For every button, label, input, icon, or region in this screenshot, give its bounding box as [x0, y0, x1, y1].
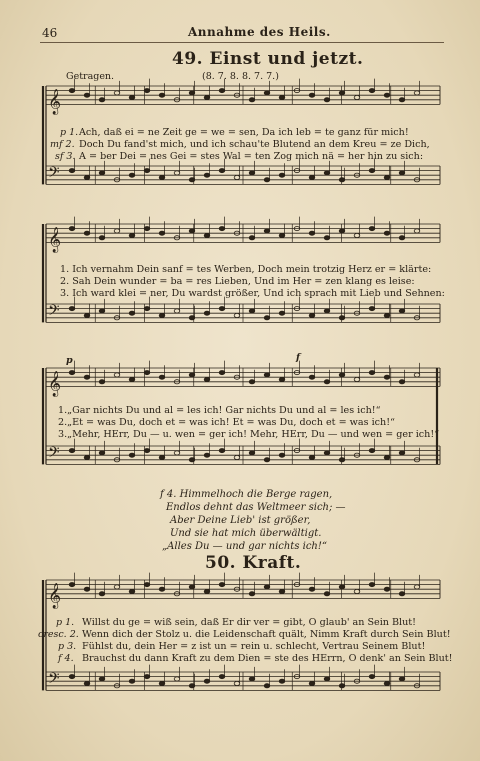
note-head	[219, 675, 225, 679]
note-head	[129, 95, 135, 99]
note-head	[84, 681, 90, 685]
note-head	[264, 585, 270, 589]
note-head	[414, 373, 420, 377]
note-head	[264, 178, 270, 182]
lyric-line: 3. Ich ward klei = ner, Du wardst größer, Und ich sprach mit Lieb und Sehnen:	[60, 288, 445, 299]
note-head	[339, 178, 345, 182]
note-head	[384, 455, 390, 459]
note-head	[99, 236, 105, 240]
note-head	[339, 585, 345, 589]
dynamic-4: f 4.	[58, 653, 74, 664]
note-head	[144, 169, 150, 173]
note-head	[84, 375, 90, 379]
note-head	[414, 585, 420, 589]
note-head	[369, 449, 375, 453]
note-head	[99, 98, 105, 102]
note-head	[84, 455, 90, 459]
note-head	[384, 231, 390, 235]
note-head	[204, 679, 210, 683]
note-head	[219, 227, 225, 231]
note-head	[399, 677, 405, 681]
note-head	[69, 449, 75, 453]
note-head	[369, 675, 375, 679]
bass-clef-icon: 𝄢	[48, 669, 60, 691]
note-head	[279, 679, 285, 683]
note-head	[189, 373, 195, 377]
note-head	[174, 451, 180, 455]
note-head	[309, 587, 315, 591]
verse-4-line: Aber Deine Lieb' ist größer,	[170, 515, 311, 526]
note-head	[69, 89, 75, 93]
meter-marking: (8. 7. 8. 8. 7. 7.)	[202, 71, 279, 82]
note-head	[339, 373, 345, 377]
lyric-line: 1. Ich vernahm Dein sanf = tes Werben, Doch mein trotzig Herz er = klärte:	[60, 264, 432, 275]
note-head	[339, 91, 345, 95]
note-head	[114, 585, 120, 589]
note-head	[99, 380, 105, 384]
note-head	[384, 681, 390, 685]
dynamic-3: p 3.	[58, 641, 77, 652]
note-head	[354, 589, 360, 593]
note-head	[174, 677, 180, 681]
note-head	[99, 592, 105, 596]
note-head	[129, 679, 135, 683]
note-head	[219, 169, 225, 173]
note-head	[384, 93, 390, 97]
lyric-line: Fühlst du, dein Her = z ist un = rein u. schlecht, Vertrau Seinem Blut!	[82, 641, 426, 652]
note-head	[144, 675, 150, 679]
note-head	[279, 377, 285, 381]
note-head	[234, 681, 240, 685]
note-head	[159, 313, 165, 317]
note-head	[354, 233, 360, 237]
note-head	[84, 93, 90, 97]
note-head	[279, 233, 285, 237]
page-number: 46	[42, 26, 58, 40]
note-head	[414, 229, 420, 233]
running-title: Annahme des Heils.	[188, 25, 331, 39]
note-head	[99, 309, 105, 313]
verse-4-line: Und sie hat mich überwältigt.	[170, 528, 322, 539]
note-head	[324, 309, 330, 313]
note-head	[204, 453, 210, 457]
note-head	[324, 592, 330, 596]
bass-clef-icon: 𝄢	[48, 301, 60, 323]
note-head	[144, 371, 150, 375]
note-head	[249, 380, 255, 384]
note-head	[174, 171, 180, 175]
note-head	[84, 313, 90, 317]
note-head	[399, 236, 405, 240]
lyric-line: 2. Sah Dein wunder = ba = res Lieben, Und im Her = zen klang es leise:	[60, 276, 415, 287]
note-head	[264, 458, 270, 462]
note-head	[279, 173, 285, 177]
note-head	[309, 93, 315, 97]
note-head	[324, 171, 330, 175]
note-head	[264, 91, 270, 95]
note-head	[339, 458, 345, 462]
note-head	[264, 316, 270, 320]
verse-4-line: f 4. Himmelhoch die Berge ragen,	[160, 489, 333, 500]
note-head	[324, 677, 330, 681]
note-head	[69, 169, 75, 173]
note-head	[414, 91, 420, 95]
note-head	[84, 231, 90, 235]
note-head	[114, 229, 120, 233]
note-head	[369, 89, 375, 93]
note-head	[129, 311, 135, 315]
note-head	[174, 309, 180, 313]
note-head	[144, 449, 150, 453]
note-head	[69, 371, 75, 375]
bass-clef-icon: 𝄢	[48, 163, 60, 185]
note-head	[399, 451, 405, 455]
note-head	[189, 684, 195, 688]
lyric-line: 2.„Et = was Du, doch et = was ich! Et = was Du, doch et = was ich!“	[58, 417, 395, 428]
note-head	[399, 171, 405, 175]
note-head	[129, 233, 135, 237]
note-head	[189, 229, 195, 233]
dynamic-2: cresc. 2.	[38, 629, 79, 640]
note-head	[204, 233, 210, 237]
note-head	[189, 178, 195, 182]
note-head	[159, 175, 165, 179]
note-head	[249, 171, 255, 175]
note-head	[159, 587, 165, 591]
note-head	[219, 307, 225, 311]
note-head	[84, 587, 90, 591]
lyric-line: Ach, daß ei = ne Zeit ge = we = sen, Da ich leb = te ganz für mich!	[79, 127, 409, 138]
lyric-line: A = ber Dei = nes Gei = stes Wal = ten Zog mich nä = her hin zu sich:	[79, 151, 424, 162]
note-head	[384, 313, 390, 317]
note-head	[369, 169, 375, 173]
note-head	[384, 375, 390, 379]
note-head	[129, 589, 135, 593]
note-head	[369, 227, 375, 231]
note-head	[324, 98, 330, 102]
note-head	[69, 583, 75, 587]
note-head	[309, 455, 315, 459]
dynamic-1: p 1.	[60, 127, 79, 138]
hymn-49-title: 49. Einst und jetzt.	[172, 49, 364, 69]
note-head	[339, 229, 345, 233]
note-head	[384, 587, 390, 591]
treble-clef-icon: 𝄞	[48, 371, 62, 397]
note-head	[204, 95, 210, 99]
note-head	[249, 236, 255, 240]
note-head	[399, 380, 405, 384]
treble-clef-icon: 𝄞	[48, 227, 62, 253]
lyric-line: 1.„Gar nichts Du und al = les ich! Gar nichts Du und al = les ich!“	[58, 405, 381, 416]
note-head	[189, 91, 195, 95]
note-head	[69, 675, 75, 679]
note-head	[339, 316, 345, 320]
note-head	[399, 592, 405, 596]
note-head	[309, 231, 315, 235]
note-head	[159, 375, 165, 379]
note-head	[339, 684, 345, 688]
note-head	[159, 231, 165, 235]
note-head	[309, 375, 315, 379]
note-head	[309, 681, 315, 685]
note-head	[234, 455, 240, 459]
note-head	[144, 583, 150, 587]
note-head	[84, 175, 90, 179]
note-head	[189, 316, 195, 320]
note-head	[219, 583, 225, 587]
dynamic-p: p	[66, 355, 73, 366]
note-head	[354, 95, 360, 99]
note-head	[159, 455, 165, 459]
note-head	[279, 589, 285, 593]
note-head	[144, 89, 150, 93]
note-head	[129, 377, 135, 381]
verse-4-line: „Alles Du — und gar nichts ich!“	[162, 541, 328, 552]
note-head	[249, 677, 255, 681]
note-head	[324, 451, 330, 455]
note-head	[129, 173, 135, 177]
note-head	[399, 98, 405, 102]
note-head	[204, 377, 210, 381]
note-head	[369, 371, 375, 375]
note-head	[264, 229, 270, 233]
lyric-line: 3.„Mehr, HErr, Du — u. wen = ger ich! Mehr, HErr, Du — und wen = ger ich!“	[58, 429, 440, 440]
note-head	[264, 684, 270, 688]
dynamic-1: p 1.	[56, 617, 75, 628]
note-head	[114, 91, 120, 95]
note-head	[354, 377, 360, 381]
lyric-line: Willst du ge = wiß sein, daß Er dir ver = gibt, O glaub' an Sein Blut!	[82, 617, 417, 628]
note-head	[204, 311, 210, 315]
note-head	[219, 371, 225, 375]
note-head	[324, 236, 330, 240]
note-head	[159, 681, 165, 685]
bass-clef-icon: 𝄢	[48, 443, 60, 465]
note-head	[264, 373, 270, 377]
note-head	[114, 373, 120, 377]
note-head	[219, 449, 225, 453]
note-head	[144, 227, 150, 231]
note-head	[99, 451, 105, 455]
note-head	[249, 451, 255, 455]
verse-4-line: Endlos dehnt das Weltmeer sich; —	[166, 502, 346, 513]
note-head	[69, 307, 75, 311]
note-head	[309, 313, 315, 317]
note-head	[204, 589, 210, 593]
treble-clef-icon: 𝄞	[48, 89, 62, 115]
note-head	[99, 171, 105, 175]
dynamic-f: f	[296, 352, 301, 363]
note-head	[159, 93, 165, 97]
note-head	[69, 227, 75, 231]
note-head	[369, 583, 375, 587]
note-head	[129, 453, 135, 457]
lyric-line: Brauchst du dann Kraft zu dem Dien = ste des HErrn, O denk' an Sein Blut!	[82, 653, 453, 664]
note-head	[234, 175, 240, 179]
note-head	[249, 309, 255, 313]
note-head	[234, 313, 240, 317]
lyric-line: Wenn dich der Stolz u. die Leidenschaft quält, Nimm Kraft durch Sein Blut!	[82, 629, 451, 640]
treble-clef-icon: 𝄞	[48, 583, 62, 609]
note-head	[219, 89, 225, 93]
note-head	[279, 311, 285, 315]
note-head	[189, 585, 195, 589]
note-head	[399, 309, 405, 313]
note-head	[279, 453, 285, 457]
note-head	[249, 98, 255, 102]
note-head	[99, 677, 105, 681]
note-head	[309, 175, 315, 179]
note-head	[204, 173, 210, 177]
note-head	[384, 175, 390, 179]
note-head	[144, 307, 150, 311]
hymn-50-title: 50. Kraft.	[205, 553, 302, 573]
note-head	[324, 380, 330, 384]
note-head	[249, 592, 255, 596]
lyric-line: Doch Du fand'st mich, und ich schau'te Blutend an dem Kreu = ze Dich,	[79, 139, 430, 150]
note-head	[189, 458, 195, 462]
dynamic-3: sf 3.	[55, 151, 76, 162]
note-head	[279, 95, 285, 99]
tempo-marking: Getragen.	[66, 71, 115, 82]
note-head	[369, 307, 375, 311]
dynamic-2: mf 2.	[50, 139, 75, 150]
